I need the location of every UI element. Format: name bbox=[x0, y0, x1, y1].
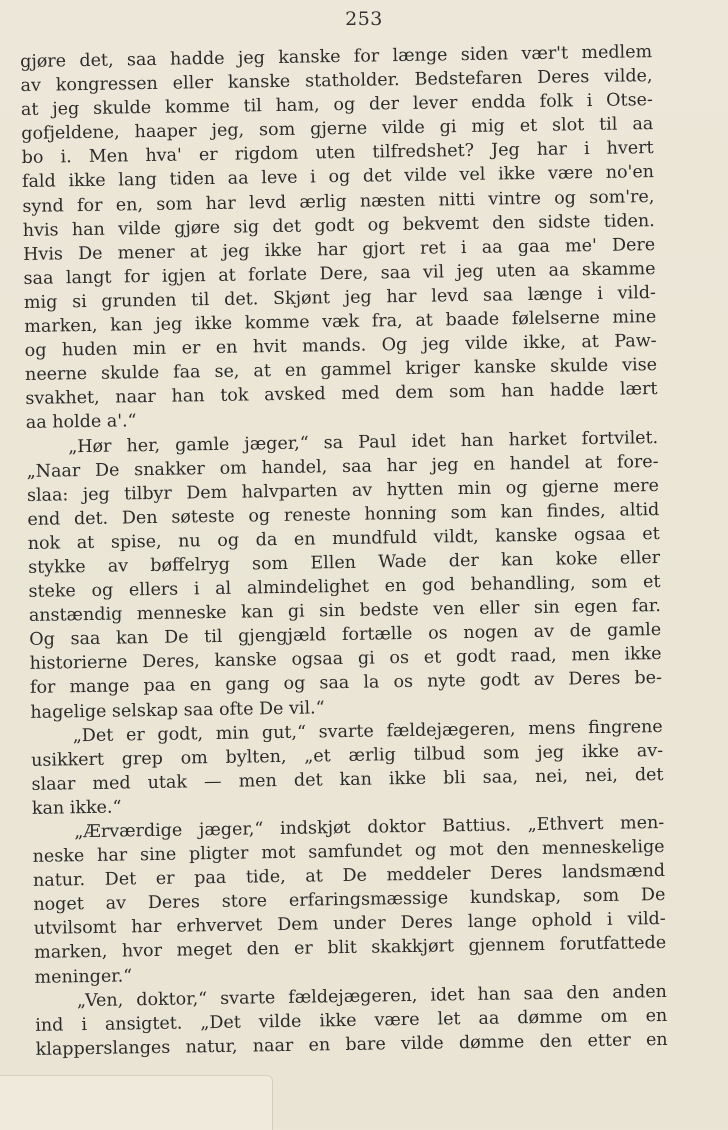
text-line: klapperslanges natur, naar en bare vilde dømme den etter en bbox=[35, 1029, 668, 1060]
text-line: neerne skulde faa se, at en gammel kriger kanske skulde vise bbox=[24, 355, 658, 386]
text-line: og huden min er en hvit mands. Og jeg vilde ikke, at Paw- bbox=[24, 331, 657, 362]
text-line: utvilsomt har erhvervet Dem under Deres lange ophold i vild- bbox=[33, 909, 666, 940]
text-line: fald ikke lang tiden aa leve i og det vilde vel ikke være no'en bbox=[21, 162, 655, 193]
text-line: „Det er godt, min gut,“ svarte fældejægeren, mens fingrene bbox=[72, 716, 663, 746]
text-line: gofjeldene, haaper jeg, som gjerne vilde gi mig et slot til aa bbox=[21, 114, 654, 145]
text-line: marken, kan jeg ikke komme væk fra, at baade følelserne mine bbox=[24, 307, 657, 337]
text-line: „Naar De snakker om handel, saa har jeg en handel at fore- bbox=[26, 451, 659, 482]
text-line: anstændig menneske kan gi sin bedste ven eller sin egen far. bbox=[28, 596, 661, 627]
text-line: historierne Deres, kanske ogsaa gi os et godt raad, men ikke bbox=[29, 644, 662, 675]
text-line: usikkert grep om bylten, „et ærlig tilbud som jeg ikke av- bbox=[31, 740, 664, 771]
text-line: slaa: jeg tilbyr Dem halvparten av hytten min og gjerne mere bbox=[26, 475, 660, 506]
text-line: natur. Det er paa tide, at De meddeler Deres landsmænd bbox=[32, 861, 666, 892]
text-line: neske har sine pligter mot samfundet og mot den menneskelige bbox=[32, 837, 665, 867]
text-line: Hvis De mener at jeg ikke har gjort ret i aa gaa me' Dere bbox=[23, 234, 656, 265]
text-line: aa holde a'.“ bbox=[25, 411, 137, 434]
text-line: end det. Den søteste og reneste honning som kan findes, altid bbox=[27, 499, 660, 530]
body-text bbox=[20, 40, 668, 1062]
text-line: steke og ellers i al almindelighet en god behandling, som et bbox=[28, 572, 661, 602]
text-line: „Ærværdige jæger,“ indskjøt doktor Battius. „Ethvert men- bbox=[74, 812, 665, 843]
text-line: at jeg skulde komme til ham, og der lever endda folk i Otse- bbox=[20, 90, 654, 121]
text-line: hagelige selskap saa ofte De vil.“ bbox=[30, 697, 325, 723]
text-line: Og saa kan De til gjengjæld fortælle os nogen av de gamle bbox=[29, 620, 662, 651]
text-line: noget av Deres store erfaringsmæssige kundskap, som De bbox=[33, 885, 666, 916]
text-line: for mange paa en gang og saa la os nyte godt av Deres be- bbox=[29, 668, 663, 699]
text-line: synd for en, som har levd ærlig næsten nitti vintre og som're, bbox=[22, 186, 655, 217]
text-line: bo i. Men hva' er rigdom uten tilfredshet? Jeg har i hvert bbox=[21, 138, 654, 169]
text-line: gjøre det, saa hadde jeg kanske for længe siden vær't medlem bbox=[20, 42, 653, 72]
text-line: svakhet, naar han tok avsked med dem som han hadde lært bbox=[25, 379, 658, 410]
text-line: marken, hvor meget den er blit skakkjørt gjennem forutfattede bbox=[34, 933, 667, 964]
text-line: stykke av bøffelryg som Ellen Wade der kan koke eller bbox=[27, 547, 661, 578]
text-line: saa langt for igjen at forlate Dere, saa vil jeg uten aa skamme bbox=[23, 258, 656, 289]
text-line: ind i ansigtet. „Det vilde ikke være let aa dømme om en bbox=[35, 1005, 668, 1036]
text-line: kan ikke.“ bbox=[31, 797, 122, 819]
text-line: „Ven, doktor,“ svarte fældejægeren, idet han saa den anden bbox=[76, 981, 668, 1011]
page-edge bbox=[0, 1075, 273, 1130]
text-line: meninger.“ bbox=[34, 965, 133, 988]
text-line: mig si grunden til det. Skjønt jeg har levd saa længe i vild- bbox=[23, 282, 657, 313]
text-line: nok at spise, nu og da en mundfuld vildt, kanske ogsaa et bbox=[27, 523, 660, 554]
text-line: hvis han vilde gjøre sig det godt og bekvemt den sidste tiden. bbox=[22, 210, 655, 241]
text-line: „Hør her, gamle jæger,“ sa Paul idet han harket fortvilet. bbox=[68, 427, 659, 457]
text-line: slaar med utak — men det kan ikke bli saa, nei, nei, det bbox=[31, 764, 664, 795]
page-number: 253 bbox=[345, 8, 383, 30]
text-line: av kongressen eller kanske statholder. Bedstefaren Deres vilde, bbox=[20, 66, 653, 97]
